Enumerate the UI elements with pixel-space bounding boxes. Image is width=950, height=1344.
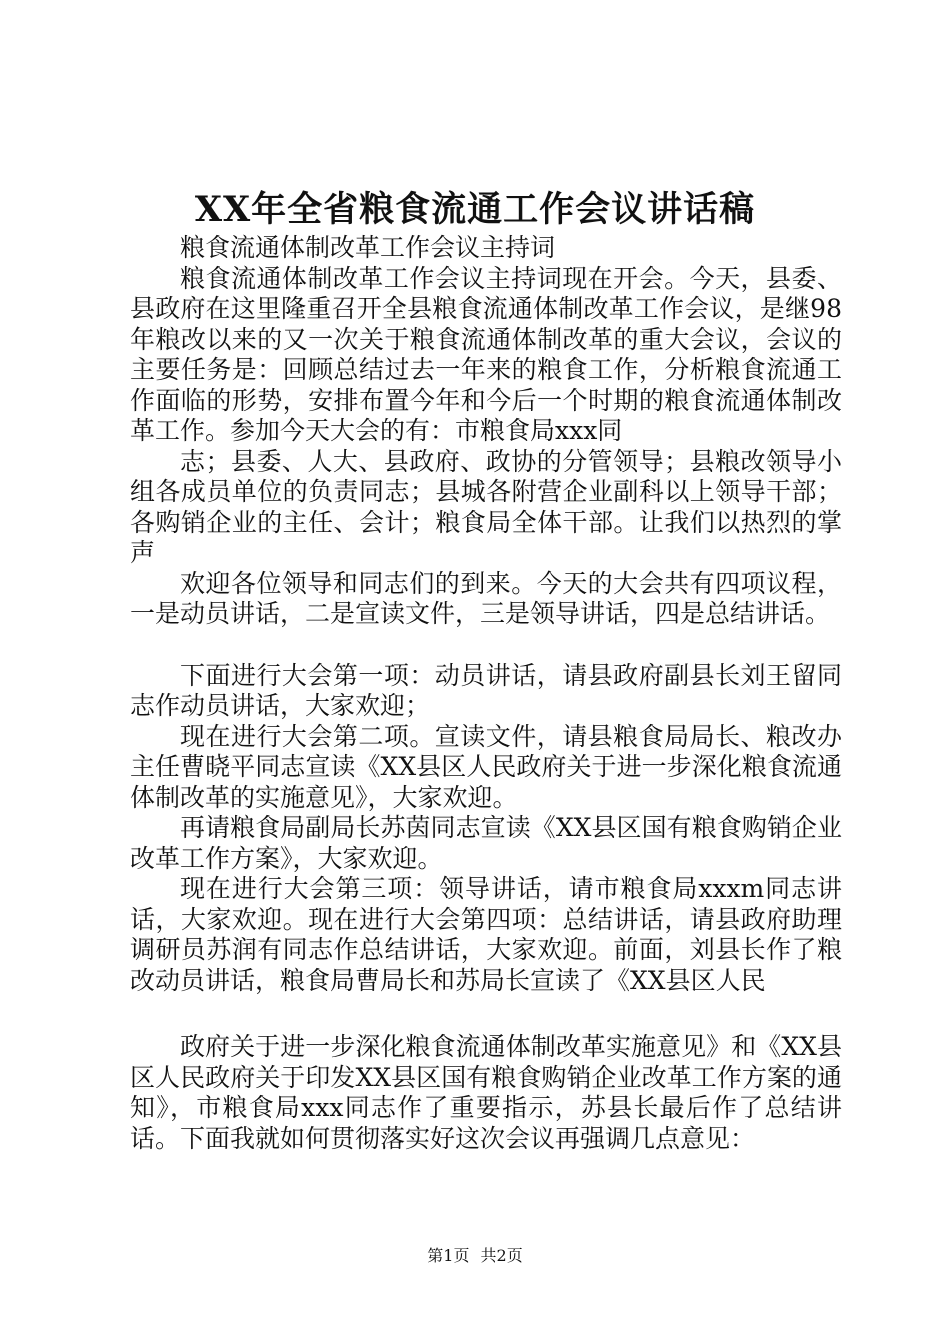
paragraph: 政府关于进一步深化粮食流通体制改革实施意见》和《XX县区人民政府关于印发XX县区国有粮食购销企业改革工作方案的通知》，市粮食局xxx同志作了重要指示，苏县长最后作了总结讲话。下面我就如何贯彻落实好这次会议再强调几点意见： [130,1032,842,1153]
paragraph: 现在进行大会第三项：领导讲话，请市粮食局xxxm同志讲话，大家欢迎。现在进行大会第四项：总结讲话，请县政府助理调研员苏润有同志作总结讲话，大家欢迎。前面，刘县长作了粮改动员讲话，粮食局曹局长和苏局长宣读了《XX县区人民 [130,874,842,995]
page-total: 共2页 [480,1246,523,1265]
document-body [130,233,842,1154]
page-footer [0,1245,950,1267]
page-number: 第1页 [427,1246,470,1265]
document-title: XX年全省粮食流通工作会议讲话稿 [194,189,756,230]
paragraph: 志；县委、人大、县政府、政协的分管领导；县粮改领导小组各成员单位的负责同志；县城各附营企业副科以上领导干部；各购销企业的主任、会计；粮食局全体干部。让我们以热烈的掌声 [130,446,842,567]
paragraph-heading: 粮食流通体制改革工作会议主持词 [180,233,556,262]
paragraph: 下面进行大会第一项：动员讲话，请县政府副县长刘王留同志作动员讲话，大家欢迎； [130,660,842,720]
paragraph: 粮食流通体制改革工作会议主持词现在开会。今天，县委、县政府在这里隆重召开全县粮食流通体制改革工作会议，是继98年粮改以来的又一次关于粮食流通体制改革的重大会议，会议的主要任务是：回顾总结过去一年来的粮食工作，分析粮食流通工作面临的形势，安排布置今年和今后一个时期的粮食流通体制改革工作。参加今天大会的有：市粮食局xxx同 [130,263,842,445]
paragraph: 欢迎各位领导和同志们的到来。今天的大会共有四项议程，一是动员讲话，二是宣读文件，三是领导讲话，四是总结讲话。 [130,568,842,628]
paragraph: 再请粮食局副局长苏茵同志宣读《XX县区国有粮食购销企业改革工作方案》，大家欢迎。 [130,813,842,873]
paragraph: 现在进行大会第二项。宣读文件，请县粮食局局长、粮改办主任曹晓平同志宣读《XX县区人民政府关于进一步深化粮食流通体制改革的实施意见》，大家欢迎。 [130,721,842,812]
